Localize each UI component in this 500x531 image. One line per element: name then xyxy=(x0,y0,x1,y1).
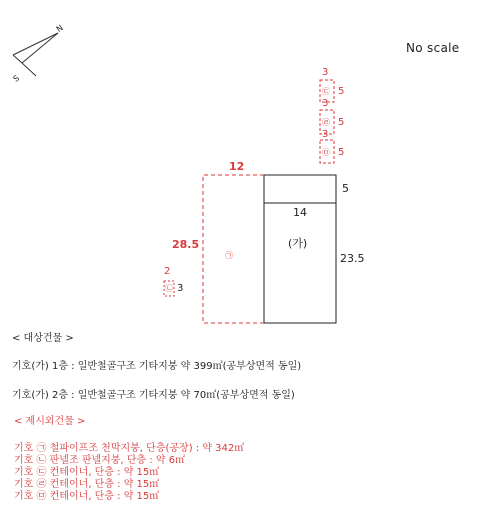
annex-c-symbol: ㉢ xyxy=(322,87,330,96)
excluded-header: < 제시외건물 > xyxy=(14,416,86,427)
annex-b-width: 2 xyxy=(164,266,171,277)
annex-a-height: 28.5 xyxy=(172,238,200,251)
annex-b-height: 3 xyxy=(177,283,184,294)
excluded-line-4: 기호 ㉣ 컨테이너, 단층 : 약 15㎡ xyxy=(14,479,160,490)
excluded-line-2: 기호 ㉡ 판넬조 판넬지붕, 단층 : 약 6㎡ xyxy=(14,455,186,466)
main-height-dim: 23.5 xyxy=(340,252,365,265)
target-line-1: 기호(가) 1층 : 일반철골구조 기타지붕 약 399㎡(공부상면적 동일) xyxy=(12,361,302,372)
main-building-annex xyxy=(264,175,336,203)
main-width-dim: 14 xyxy=(293,206,307,219)
scale-note: No scale xyxy=(406,41,460,55)
annex-a-symbol: ㉠ xyxy=(225,251,233,260)
excluded-list xyxy=(14,443,244,503)
annex-e-symbol: ㉤ xyxy=(322,148,330,157)
annex-d-symbol: ㉣ xyxy=(322,118,330,127)
annex-c-width: 3 xyxy=(322,67,329,78)
annex-b-symbol: ㉡ xyxy=(165,284,173,293)
compass-south-label: S xyxy=(11,73,21,84)
annex-e-height: 5 xyxy=(338,147,345,158)
annex-e-width: 3 xyxy=(322,129,329,140)
main-annex-dim: 5 xyxy=(342,182,349,195)
compass-north-label: N xyxy=(54,23,65,34)
annex-a-width: 12 xyxy=(229,160,245,173)
excluded-line-1: 기호 ㉠ 철파이프조 천막지붕, 단층(공장) : 약 342㎡ xyxy=(14,443,245,454)
annex-d-width: 3 xyxy=(322,98,329,109)
annex-a-outline xyxy=(203,175,264,323)
annex-c-height: 5 xyxy=(338,86,345,97)
excluded-line-5: 기호 ㉤ 컨테이너, 단층 : 약 15㎡ xyxy=(14,491,160,502)
target-line-2: 기호(가) 2층 : 일반철골구조 기타지붕 약 70㎡(공부상면적 동일) xyxy=(12,390,295,401)
main-building-body xyxy=(264,203,336,323)
excluded-line-3: 기호 ㉢ 컨테이너, 단층 : 약 15㎡ xyxy=(14,467,160,478)
target-header: < 대상건물 > xyxy=(12,333,74,344)
annex-d-height: 5 xyxy=(338,117,345,128)
main-building-label: (가) xyxy=(288,237,308,250)
compass-icon xyxy=(13,33,58,76)
